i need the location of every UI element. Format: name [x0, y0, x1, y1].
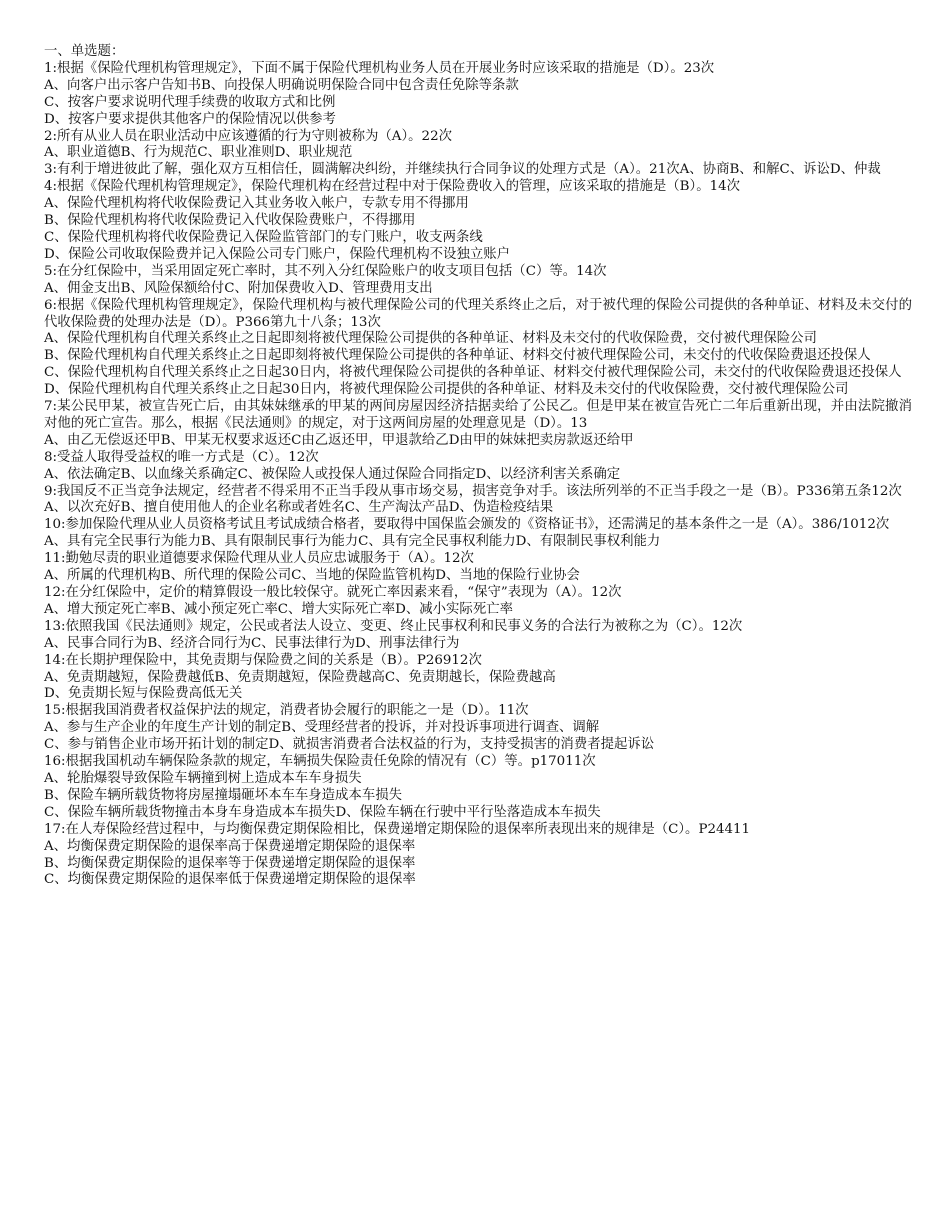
- question-line: 6:根据《保险代理机构管理规定》，保险代理机构与被代理保险公司的代理关系终止之后，对于被代理的保险公司提供的各种单证、材料及未交付的代收保险费的处理办法是（D）。P366第九十八条；13次: [44, 297, 912, 330]
- document-body: [44, 44, 912, 889]
- question-line: 8:受益人取得受益权的唯一方式是（C）。12次: [44, 449, 319, 465]
- option-line: A、参与生产企业的年度生产计划的制定B、受理经营者的投诉，并对投诉事项进行调查、调解: [44, 720, 600, 736]
- question-line: 13:依照我国《民法通则》规定，公民或者法人设立、变更、终止民事权利和民事义务的合法行为被称之为（C）。12次: [44, 618, 743, 634]
- option-line: A、免责期越短，保险费越低B、免责期越短，保险费越高C、免责期越长，保险费越高: [44, 669, 556, 685]
- option-line: C、保险代理机构将代收保险费记入保险监管部门的专门账户，收支两条线: [44, 229, 483, 245]
- question-line: 11:勤勉尽责的职业道德要求保险代理从业人员应忠诚服务于（A）。12次: [44, 551, 474, 567]
- option-line: D、免责期长短与保险费高低无关: [44, 686, 243, 702]
- option-line: B、保险车辆所载货物将房屋撞塌砸坏本车车身造成本车损失: [44, 787, 402, 803]
- option-line: A、以次充好B、擅自使用他人的企业名称或者姓名C、生产淘汰产品D、伪造检疫结果: [44, 500, 554, 516]
- question-line: 1:根据《保险代理机构管理规定》，下面不属于保险代理机构业务人员在开展业务时应该采取的措施是（D）。23次: [44, 60, 715, 76]
- option-line: A、增大预定死亡率B、减小预定死亡率C、增大实际死亡率D、减小实际死亡率: [44, 601, 513, 617]
- question-line: 12:在分红保险中，定价的精算假设一般比较保守。就死亡率因素来看，“保守”表现为（A）。12次: [44, 585, 622, 600]
- option-line: D、按客户要求提供其他客户的保险情况以供参考: [44, 111, 336, 127]
- question-line: 15:根据我国消费者权益保护法的规定，消费者协会履行的职能之一是（D）。11次: [44, 703, 529, 719]
- option-line: A、保险代理机构将代收保险费记入其业务收入帐户，专款专用不得挪用: [44, 196, 469, 212]
- option-line: A、民事合同行为B、经济合同行为C、民事法律行为D、刑事法律行为: [44, 635, 460, 651]
- question-line: 14:在长期护理保险中，其免责期与保险费之间的关系是（B）。P26912次: [44, 652, 482, 668]
- option-line: B、均衡保费定期保险的退保率等于保费递增定期保险的退保率: [44, 855, 416, 871]
- question-line: 5:在分红保险中，当采用固定死亡率时，其不列入分红保险账户的收支项目包括（C）等。14次: [44, 263, 607, 279]
- option-line: A、具有完全民事行为能力B、具有限制民事行为能力C、具有完全民事权利能力D、有限制民事权利能力: [44, 534, 661, 550]
- option-line: A、保险代理机构自代理关系终止之日起即刻将被代理保险公司提供的各种单证、材料及未交付的代收保险费，交付被代理保险公司: [44, 331, 817, 347]
- question-list: [44, 61, 912, 889]
- question-line: 3:有利于增进彼此了解，强化双方互相信任，圆满解决纠纷，并继续执行合同争议的处理方式是（A）。21次A、协商B、和解C、诉讼D、仲裁: [44, 162, 881, 178]
- option-line: C、均衡保费定期保险的退保率低于保费递增定期保险的退保率: [44, 872, 416, 888]
- question-line: 9:我国反不正当竞争法规定，经营者不得采用不正当手段从事市场交易，损害竞争对手。该法所列举的不正当手段之一是（B）。P336第五条12次: [44, 483, 902, 499]
- option-line: B、保险代理机构自代理关系终止之日起即刻将被代理保险公司提供的各种单证、材料交付被代理保险公司，未交付的代收保险费退还投保人: [44, 348, 871, 364]
- option-line: A、佣金支出B、风险保额给付C、附加保费收入D、管理费用支出: [44, 280, 433, 296]
- option-line: B、保险代理机构将代收保险费记入代收保险费账户，不得挪用: [44, 213, 416, 229]
- question-line: 16:根据我国机动车辆保险条款的规定，车辆损失保险责任免除的情况有（C）等。p17011次: [44, 754, 596, 770]
- option-line: A、轮胎爆裂导致保险车辆撞到树上造成本车车身损失: [44, 770, 362, 786]
- option-line: A、所属的代理机构B、所代理的保险公司C、当地的保险监管机构D、当地的保险行业协会: [44, 568, 580, 584]
- option-line: A、职业道德B、行为规范C、职业准则D、职业规范: [44, 145, 353, 161]
- option-line: C、参与销售企业市场开拓计划的制定D、就损害消费者合法权益的行为，支持受损害的消费者提起诉讼: [44, 737, 655, 753]
- option-line: D、保险公司收取保险费并记入保险公司专门账户，保险代理机构不设独立账户: [44, 246, 511, 262]
- option-line: A、均衡保费定期保险的退保率高于保费递增定期保险的退保率: [44, 838, 416, 854]
- question-line: 2:所有从业人员在职业活动中应该遵循的行为守则被称为（A）。22次: [44, 128, 452, 144]
- option-line: A、向客户出示客户告知书B、向投保人明确说明保险合同中包含责任免除等条款: [44, 77, 519, 93]
- question-line: 7:某公民甲某，被宣告死亡后，由其妹妹继承的甲某的两间房屋因经济拮据卖给了公民乙。但是甲某在被宣告死亡二年后重新出现，并由法院撤消对他的死亡宣告。那么，根据《民法通则》的规定，对于这两间房屋的处理意见是（D）。13: [44, 399, 912, 431]
- option-line: C、保险代理机构自代理关系终止之日起30日内，将被代理保险公司提供的各种单证、材料交付被代理保险公司，未交付的代收保险费退还投保人: [44, 365, 902, 381]
- option-line: A、由乙无偿返还甲B、甲某无权要求返还C由乙返还甲，甲退款给乙D由甲的妹妹把卖房款返还给甲: [44, 432, 634, 448]
- option-line: C、按客户要求说明代理手续费的收取方式和比例: [44, 94, 336, 110]
- question-line: 10:参加保险代理从业人员资格考试且考试成绩合格者，要取得中国保监会颁发的《资格证书》，还需满足的基本条件之一是（A）。386/1012次: [44, 517, 890, 533]
- section-heading: 一、单选题：: [44, 44, 125, 59]
- option-line: C、保险车辆所载货物撞击本身车身造成本车损失D、保险车辆在行驶中平行坠落造成本车损失: [44, 804, 601, 820]
- option-line: D、保险代理机构自代理关系终止之日起30日内，将被代理保险公司提供的各种单证、材料及未交付的代收保险费，交付被代理保险公司: [44, 382, 849, 398]
- question-line: 4:根据《保险代理机构管理规定》，保险代理机构在经营过程中对于保险费收入的管理，应该采取的措施是（B）。14次: [44, 179, 741, 195]
- question-line: 17:在人寿保险经营过程中，与均衡保费定期保险相比，保费递增定期保险的退保率所表现出来的规律是（C）。P24411: [44, 821, 751, 837]
- option-line: A、依法确定B、以血缘关系确定C、被保险人或投保人通过保险合同指定D、以经济利害关系确定: [44, 466, 621, 482]
